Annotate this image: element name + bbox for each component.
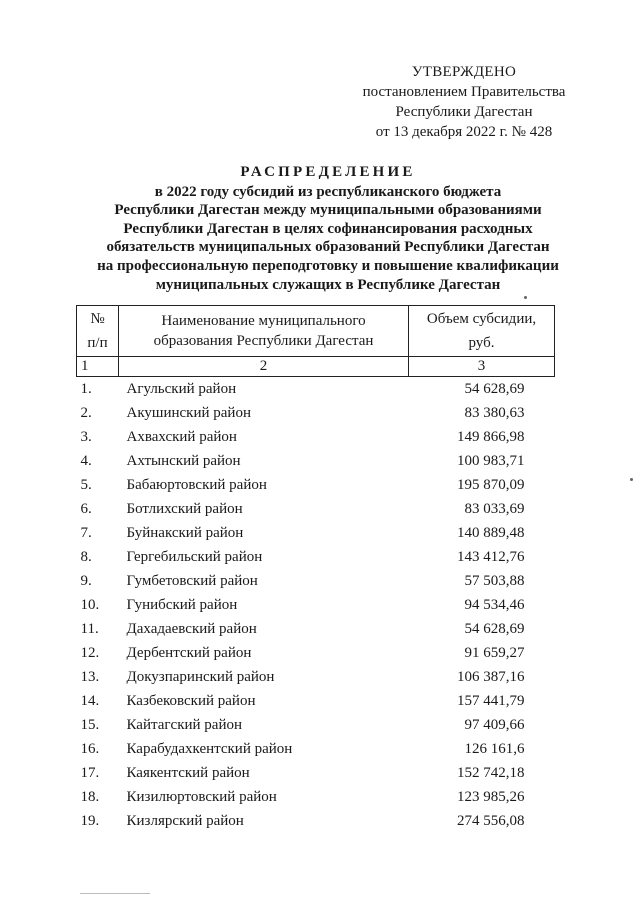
column-number: 1 bbox=[77, 357, 119, 377]
title-line: в 2022 году субсидий из республиканского бюджета bbox=[154, 183, 502, 200]
title-heading: РАСПРЕДЕЛЕНИЕ bbox=[240, 164, 416, 180]
title-line: муниципальных служащих в Республике Дагестан bbox=[155, 276, 501, 293]
table-row bbox=[77, 497, 555, 521]
subsidy-amount: 97 409,66 bbox=[464, 717, 525, 733]
title-line: Республики Дагестан в целях софинансирования расходных bbox=[123, 220, 533, 237]
table-row bbox=[77, 713, 555, 737]
municipality-name: Буйнакский район bbox=[126, 525, 244, 541]
table-row bbox=[77, 521, 555, 545]
municipality-name: Ахвахский район bbox=[126, 429, 237, 445]
row-number: 18. bbox=[80, 789, 100, 805]
table-row bbox=[77, 809, 555, 833]
row-number: 4. bbox=[80, 453, 92, 469]
municipality-name: Ахтынский район bbox=[126, 453, 241, 469]
table-row bbox=[77, 449, 555, 473]
subsidy-amount: 126 161,6 bbox=[464, 741, 525, 757]
municipality-name: Кайтагский район bbox=[126, 717, 243, 733]
row-number: 19. bbox=[80, 813, 100, 829]
table-row bbox=[77, 569, 555, 593]
subsidy-amount: 91 659,27 bbox=[464, 645, 525, 661]
row-number: 11. bbox=[80, 621, 99, 637]
municipality-name: Бабаюртовский район bbox=[126, 477, 267, 493]
subsidy-amount: 54 628,69 bbox=[464, 381, 525, 397]
row-number: 8. bbox=[80, 549, 92, 565]
header-amount: Объем субсидии, руб. bbox=[409, 306, 555, 357]
subsidy-amount: 106 387,16 bbox=[457, 669, 525, 685]
municipality-name: Казбековский район bbox=[126, 693, 256, 709]
table-row bbox=[77, 761, 555, 785]
table-row bbox=[77, 617, 555, 641]
subsidy-amount: 195 870,09 bbox=[457, 477, 525, 493]
municipality-name: Дахадаевский район bbox=[126, 621, 257, 637]
row-number: 17. bbox=[80, 765, 100, 781]
subsidy-amount: 83 033,69 bbox=[464, 501, 525, 517]
municipality-name: Кизлярский район bbox=[126, 813, 244, 829]
row-number: 13. bbox=[80, 669, 100, 685]
table-row bbox=[77, 665, 555, 689]
row-number: 3. bbox=[80, 429, 92, 445]
row-number: 16. bbox=[80, 741, 100, 757]
municipality-name: Гумбетовский район bbox=[126, 573, 258, 589]
row-number: 1. bbox=[80, 381, 92, 397]
table-row bbox=[77, 473, 555, 497]
row-number: 2. bbox=[80, 405, 92, 421]
table-body bbox=[77, 377, 555, 834]
row-number: 6. bbox=[80, 501, 92, 517]
table-row bbox=[77, 593, 555, 617]
document-title bbox=[60, 163, 596, 294]
municipality-name: Кизилюртовский район bbox=[126, 789, 277, 805]
header-num: № п/п bbox=[77, 306, 119, 357]
title-line: на профессиональную переподготовку и повышение квалификации bbox=[97, 257, 559, 274]
row-number: 10. bbox=[80, 597, 100, 613]
approval-line: постановлением Правительства bbox=[362, 84, 566, 100]
table-row bbox=[77, 641, 555, 665]
subsidy-amount: 94 534,46 bbox=[464, 597, 525, 613]
municipality-name: Гергебильский район bbox=[126, 549, 263, 565]
title-line: обязательств муниципальных образований Республики Дагестан bbox=[106, 239, 550, 256]
subsidy-amount: 83 380,63 bbox=[464, 405, 525, 421]
column-number: 2 bbox=[119, 357, 409, 377]
approval-title: УТВЕРЖДЕНО bbox=[411, 64, 517, 80]
municipality-name: Гунибский район bbox=[126, 597, 238, 613]
subsidy-amount: 54 628,69 bbox=[464, 621, 525, 637]
scan-speck bbox=[630, 478, 633, 481]
column-number-row bbox=[77, 357, 555, 377]
row-number: 5. bbox=[80, 477, 92, 493]
title-line: Республики Дагестан между муниципальными образованиями bbox=[114, 202, 542, 219]
subsidy-table-container bbox=[76, 305, 554, 833]
municipality-name: Каякентский район bbox=[126, 765, 250, 781]
footer-line bbox=[80, 893, 150, 894]
approval-date-number: от 13 декабря 2022 г. № 428 bbox=[375, 124, 553, 140]
subsidy-amount: 274 556,08 bbox=[457, 813, 525, 829]
row-number: 14. bbox=[80, 693, 100, 709]
row-number: 12. bbox=[80, 645, 100, 661]
table-row bbox=[77, 545, 555, 569]
subsidy-amount: 152 742,18 bbox=[457, 765, 525, 781]
approval-line: Республики Дагестан bbox=[395, 104, 533, 120]
approval-block bbox=[352, 62, 576, 142]
municipality-name: Ботлихский район bbox=[126, 501, 243, 517]
table-row bbox=[77, 737, 555, 761]
subsidy-amount: 100 983,71 bbox=[457, 453, 525, 469]
row-number: 7. bbox=[80, 525, 92, 541]
table-row bbox=[77, 377, 555, 402]
subsidy-amount: 149 866,98 bbox=[457, 429, 525, 445]
municipality-name: Акушинский район bbox=[126, 405, 251, 421]
subsidy-amount: 157 441,79 bbox=[457, 693, 525, 709]
table-row bbox=[77, 785, 555, 809]
row-number: 15. bbox=[80, 717, 100, 733]
subsidy-table bbox=[76, 305, 555, 833]
subsidy-amount: 143 412,76 bbox=[457, 549, 525, 565]
municipality-name: Агульский район bbox=[126, 381, 237, 397]
column-number: 3 bbox=[409, 357, 555, 377]
municipality-name: Карабудахкентский район bbox=[126, 741, 293, 757]
header-name: Наименование муниципального образования Республики Дагестан bbox=[119, 306, 409, 357]
subsidy-amount: 140 889,48 bbox=[457, 525, 525, 541]
table-header-row bbox=[77, 306, 555, 357]
scan-speck bbox=[524, 296, 527, 299]
table-row bbox=[77, 401, 555, 425]
municipality-name: Дербентский район bbox=[126, 645, 252, 661]
table-row bbox=[77, 689, 555, 713]
table-row bbox=[77, 425, 555, 449]
row-number: 9. bbox=[80, 573, 92, 589]
municipality-name: Докузпаринский район bbox=[126, 669, 275, 685]
subsidy-amount: 123 985,26 bbox=[457, 789, 525, 805]
subsidy-amount: 57 503,88 bbox=[464, 573, 525, 589]
